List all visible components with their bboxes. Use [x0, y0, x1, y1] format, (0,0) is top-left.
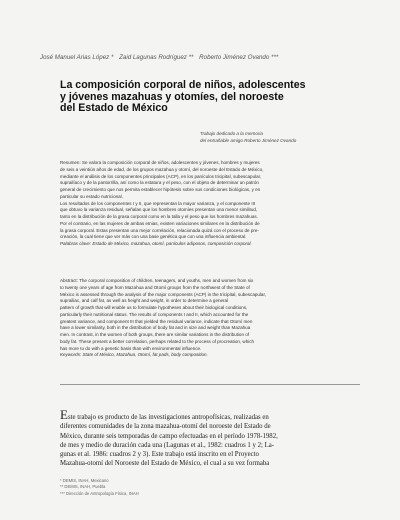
body-line: gunas et al. 1986: cuadros 2 y 3). Este trabajo está inscrito en el Proyecto	[60, 451, 259, 459]
footnote: ** DEMIS, INAH, Puebla	[60, 484, 106, 490]
abstract-line: body fat. These present a better correlation, perhaps related to the process of procreation, which	[60, 338, 255, 344]
title-line: La composición corporal de niños, adolescentes	[60, 79, 306, 91]
abstract-line: has more to do with a genetic basis than with environmental influence.	[60, 345, 202, 351]
resumen-line: Por el contrario, en las mujeres de ambas etnias, existen variaciones similares en la distribución de	[60, 220, 260, 226]
body-line: México, durante seis temporadas de campo efectuadas en el período 1978-1982,	[60, 432, 278, 440]
abstract-line: México is assessed through the analysis of the major components (ACP) in the tricipital, subescapular,	[60, 291, 266, 297]
body-first-line	[60, 407, 360, 422]
dedication	[200, 131, 350, 144]
body-line: diferentes comunidades de la zona mazahua-otomí del noroeste del Estado de	[60, 423, 271, 431]
abstract-section	[60, 278, 360, 359]
author-name: Zaid Lagunas Rodríguez **	[119, 54, 194, 61]
abstract-line: Abstract: The corporal composition of children, teenagers, and youths, men and women from six	[60, 278, 254, 283]
resumen-line: de seis a veintiún años de edad, de los grupos mazahua y otomí, del noroeste del Estado de México,	[60, 166, 264, 172]
resumen-line: la grasa corporal. Estas presentan una mejor correlación, relacionada quizá con el proceso de pre-	[60, 227, 259, 233]
footnote: *** Dirección de Antropología Física, INAH	[60, 490, 139, 496]
resumen-line: Resumen: Se valora la composición corporal de niños, adolescentes y jóvenes, hombres y mujeres	[60, 160, 260, 165]
title-line: del Estado de México	[60, 102, 168, 114]
dedication-line: del entrañable amigo Roberto Jiménez Ovando	[200, 137, 297, 143]
abstract-line: greatest variance, and component III that yielded the residual variance, indicate that Otomí men	[60, 318, 253, 324]
author-name: José Manuel Arias López *	[40, 54, 114, 61]
resumen-line: suprailíaco y de la pantorrilla, así como la estatura y el peso, con el objeto de determinar un patrón	[60, 180, 259, 186]
abstract-line: pattern of growth that will enable us to formulate hypotheses about their biological conditions,	[60, 305, 248, 310]
resumen-line: mediante el análisis de los componentes principales (ACP), en los panículos tricipital, subescapular,	[60, 173, 262, 179]
resumen-line: creación, la cual tiene que ver más con una base genética que con una influencia ambiental.	[60, 234, 247, 240]
body-paragraph	[60, 407, 360, 469]
footnotes	[60, 478, 260, 497]
body-line: ste trabajo es producto de las investigaciones antropofísicas, realizadas en	[67, 414, 269, 421]
abstract-line: to twenty one years of age from Mazahua and Otomí groups from the northwest of the State of	[60, 284, 250, 290]
dedication-line: Trabajo dedicado a la memoria	[200, 131, 263, 136]
abstract-line: have a lower similarity, both in the distribution of body fat and in size and weight than Mazahua	[60, 325, 251, 331]
resumen-section	[60, 160, 360, 248]
resumen-line: particular su estado nutricional.	[60, 193, 123, 199]
title-line: y jóvenes mazahuas y otomíes, del noroeste	[60, 90, 284, 103]
palabras-clave-line: Palabras clave: Estado de México, mazahua, otomí, panículos adiposos, composición corporal.	[60, 241, 252, 246]
paper-title	[60, 80, 360, 115]
keywords-line: Keywords: State of México, Mazahua, Otomí, fat pads, body composition.	[60, 352, 208, 358]
drop-cap: E	[60, 407, 68, 422]
footnote: * DEMIS, INAH, Mexicano	[60, 478, 109, 483]
resumen-line: que obtuvo la varianza residual, señalan que los hombres otomíes presentan una menor similitud,	[60, 207, 258, 213]
resumen-line: general de crecimiento que nos permita establecer hipótesis sobre sus condiciones biológicas, y en	[60, 187, 261, 192]
resumen-line: Los resultados de los componentes I y II, que representan la mayor varianza, y el componente III	[60, 200, 256, 206]
section-divider	[60, 384, 360, 385]
abstract-line: men. In contrast, in the women of both groups, there are similar variations in the distribution of	[60, 332, 250, 337]
resumen-line: tanto en la distribución de la grasa corporal como en la talla y el peso que los hombres mazahuas.	[60, 214, 258, 219]
body-line: Mazahua-otomí del Noroeste del Estado de México, el cual a su vez formaba	[60, 460, 270, 468]
body-line: de mes y medio de duración cada una (Lagunas et al., 1982: cuadros 1 y 2; La-	[60, 441, 275, 449]
abstract-line: suprailiac, and calf fat, as well as height and weight, in order to determine a general	[60, 298, 229, 304]
abstract-line: particularly their nutritional status. The results of components I and II, which accounted for the	[60, 311, 249, 317]
author-name: Roberto Jiménez Ovando ***	[199, 54, 279, 61]
author-line	[40, 54, 390, 61]
